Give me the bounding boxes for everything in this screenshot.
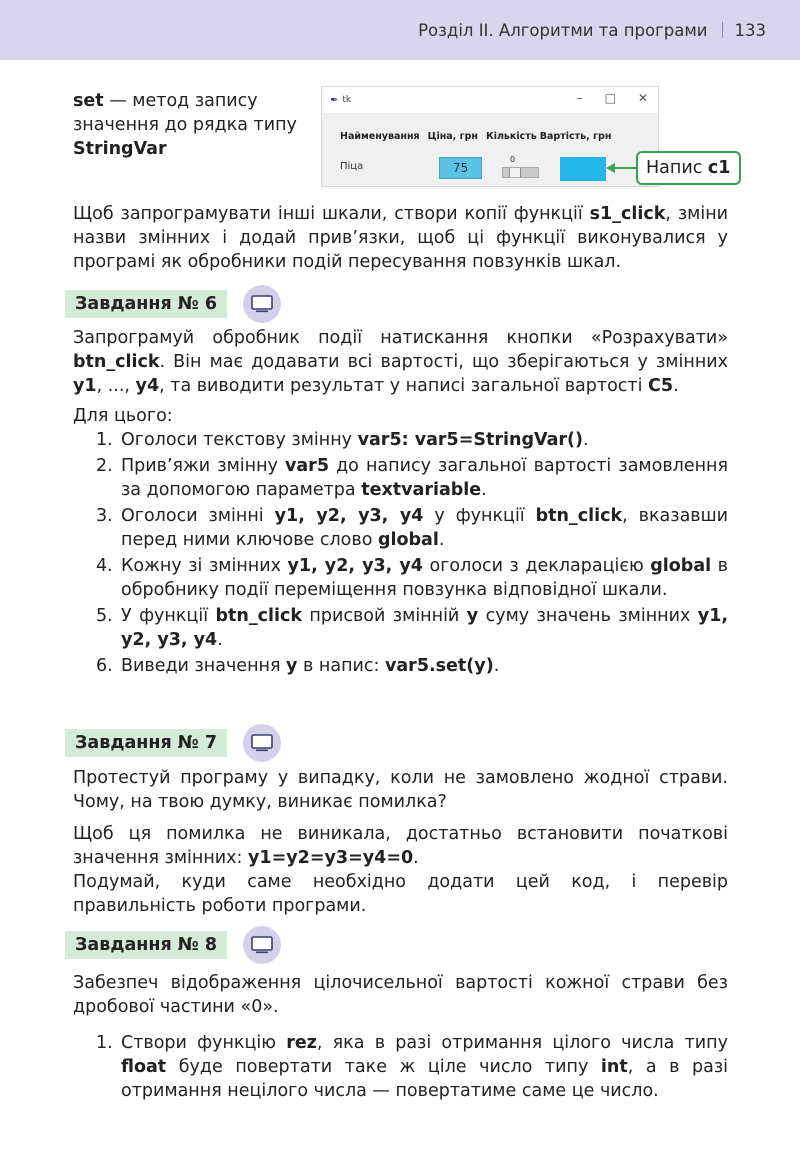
text: . bbox=[493, 656, 500, 676]
list-item bbox=[73, 654, 728, 678]
text: у функції bbox=[423, 506, 536, 526]
code: textvariable bbox=[361, 480, 482, 500]
minimize-icon[interactable]: – bbox=[576, 91, 583, 105]
maximize-icon[interactable]: □ bbox=[604, 91, 616, 105]
col-price: Ціна, грн bbox=[427, 131, 478, 142]
text: , ..., bbox=[96, 376, 136, 396]
task-7-header bbox=[65, 724, 281, 762]
tk-column-headers bbox=[340, 131, 619, 142]
callout-bold: c1 bbox=[707, 158, 731, 178]
task-6-label: Завдання № 6 bbox=[65, 290, 227, 318]
page-number: 133 bbox=[734, 20, 766, 40]
cost-label-c1 bbox=[560, 157, 606, 181]
quantity-scale[interactable] bbox=[502, 167, 539, 178]
stringvar-term: StringVar bbox=[73, 139, 167, 159]
scale-knob[interactable] bbox=[509, 168, 521, 177]
code: var5 bbox=[284, 456, 329, 476]
code: y bbox=[286, 656, 298, 676]
list-item bbox=[73, 454, 728, 502]
header-separator bbox=[722, 22, 723, 38]
text: . bbox=[413, 848, 419, 868]
item-number: 3. bbox=[96, 506, 113, 526]
text: Створи функцію bbox=[121, 1033, 287, 1053]
text: Кожну зі змінних bbox=[121, 556, 288, 576]
text: . bbox=[583, 430, 589, 450]
task-7-p3: Подумай, куди саме необхідно додати цей код, і перевір правильність роботи програми. bbox=[73, 872, 728, 916]
code: global bbox=[377, 530, 439, 550]
code: y1, y2, y3, y4 bbox=[121, 606, 729, 650]
code: y1 bbox=[73, 376, 97, 396]
feather-icon: ✒ bbox=[330, 94, 339, 106]
item-number: 1. bbox=[96, 1033, 113, 1053]
item-name: Піца bbox=[340, 161, 364, 172]
callout-arrow-head bbox=[606, 163, 615, 173]
text: до напису загальної вартості замовлення за допомогою параметра bbox=[121, 456, 728, 500]
task-8-steps bbox=[73, 1031, 728, 1103]
item-number: 1. bbox=[96, 430, 113, 450]
paragraph-copy-functions bbox=[73, 202, 728, 274]
list-item bbox=[73, 428, 728, 452]
text: буде повертати таке ж ціле число типу bbox=[166, 1057, 601, 1077]
task-6-body bbox=[73, 326, 728, 680]
task-6-intro bbox=[73, 326, 728, 398]
text: Прив’яжи змінну bbox=[121, 456, 285, 476]
close-icon[interactable]: ✕ bbox=[637, 91, 648, 105]
code: float bbox=[121, 1057, 167, 1077]
text: Щоб запрограмувати інші шкали, створи копії функції bbox=[73, 204, 590, 224]
list-item bbox=[73, 1031, 728, 1103]
text: . bbox=[217, 630, 223, 650]
code: btn_click bbox=[215, 606, 302, 626]
text: , вказавши перед ними ключове слово bbox=[121, 506, 728, 550]
computer-icon bbox=[243, 285, 281, 323]
col-qty: Кількість bbox=[485, 131, 537, 142]
task-6-steps bbox=[73, 428, 728, 678]
code: btn_click bbox=[73, 352, 160, 372]
price-label: 75 bbox=[439, 157, 482, 179]
text: суму значень змінних bbox=[478, 606, 698, 626]
callout-c1 bbox=[636, 151, 741, 185]
code: y4 bbox=[135, 376, 160, 396]
code: int bbox=[600, 1057, 628, 1077]
text: . bbox=[673, 376, 679, 396]
code: btn_click bbox=[535, 506, 623, 526]
task-7-label: Завдання № 7 bbox=[65, 729, 227, 757]
col-name: Найменування bbox=[340, 131, 420, 142]
col-cost: Вартість, грн bbox=[539, 131, 612, 142]
text: , яка в разі отримання цілого числа типу bbox=[316, 1033, 728, 1053]
text: . Він має додавати всі вартості, що зберігаються у змінних bbox=[159, 352, 728, 372]
scale-value: 0 bbox=[510, 155, 516, 164]
task-8-body bbox=[73, 971, 728, 1105]
text: Виведи значення bbox=[121, 656, 287, 676]
task-8-p1: Забезпеч відображення цілочисельної вартості кожної страви без дробової частини «0». bbox=[73, 973, 728, 1017]
page-header bbox=[0, 0, 800, 60]
list-item bbox=[73, 554, 728, 602]
text: . bbox=[481, 480, 487, 500]
text: , зміни назви змінних і додай прив’язки, щоб ці функції виконувалися у програмі як обробники подій пересування повзунків шкал. bbox=[73, 204, 729, 272]
item-number: 5. bbox=[96, 606, 113, 626]
tk-titlebar bbox=[322, 87, 658, 113]
text: Щоб ця помилка не виникала, достатньо встановити початкові значення змінних: bbox=[73, 824, 728, 868]
set-term: set bbox=[73, 91, 104, 111]
tk-title: tk bbox=[342, 95, 352, 105]
for-this-label: Для цього: bbox=[73, 406, 173, 426]
code: y1=y2=y3=y4=0 bbox=[248, 848, 414, 868]
code: y bbox=[466, 606, 479, 626]
code: var5.set(y) bbox=[384, 656, 494, 676]
list-item bbox=[73, 604, 728, 652]
set-method-note bbox=[73, 89, 313, 161]
set-description: — метод запису значення до рядка типу bbox=[73, 91, 297, 135]
code: global bbox=[650, 556, 712, 576]
text: присвой змінній bbox=[302, 606, 467, 626]
item-number: 6. bbox=[96, 656, 113, 676]
text: , а в разі отримання нецілого числа — повертатиме саме це число. bbox=[121, 1057, 728, 1101]
computer-icon bbox=[243, 926, 281, 964]
code: var5: var5=StringVar() bbox=[357, 430, 584, 450]
section-title: Розділ ІІ. Алгоритми та програми bbox=[418, 20, 708, 40]
text: Оголоси текстову змінну bbox=[121, 430, 358, 450]
item-number: 2. bbox=[96, 456, 113, 476]
callout-text: Напис bbox=[646, 158, 708, 178]
text: Оголоси змінні bbox=[121, 506, 275, 526]
task-8-header bbox=[65, 926, 281, 964]
task-7-p1: Протестуй програму у випадку, коли не замовлено жодної страви. Чому, на твою думку, виникає помилка? bbox=[73, 768, 728, 812]
text: . bbox=[438, 530, 445, 550]
text: У функції bbox=[121, 606, 216, 626]
code: s1_click bbox=[589, 204, 666, 224]
text: , та виводити результат у написі загальної вартості bbox=[159, 376, 649, 396]
list-item bbox=[73, 504, 728, 552]
code: y1, y2, y3, y4 bbox=[287, 556, 423, 576]
code: y1, y2, y3, y4 bbox=[274, 506, 424, 526]
text: в обробнику події переміщення повзунка відповідної шкали. bbox=[121, 556, 728, 600]
task-7-p2 bbox=[73, 822, 728, 870]
code: rez bbox=[286, 1033, 317, 1053]
task-8-label: Завдання № 8 bbox=[65, 931, 227, 959]
task-7-body bbox=[73, 766, 728, 918]
task-6-header bbox=[65, 285, 281, 323]
text: оголоси з декларацією bbox=[422, 556, 651, 576]
code: C5 bbox=[648, 376, 674, 396]
window-controls bbox=[577, 91, 648, 105]
text: в напис: bbox=[297, 656, 385, 676]
item-number: 4. bbox=[96, 556, 113, 576]
text: Запрограмуй обробник події натискання кнопки «Розрахувати» bbox=[73, 328, 728, 348]
computer-icon bbox=[243, 724, 281, 762]
